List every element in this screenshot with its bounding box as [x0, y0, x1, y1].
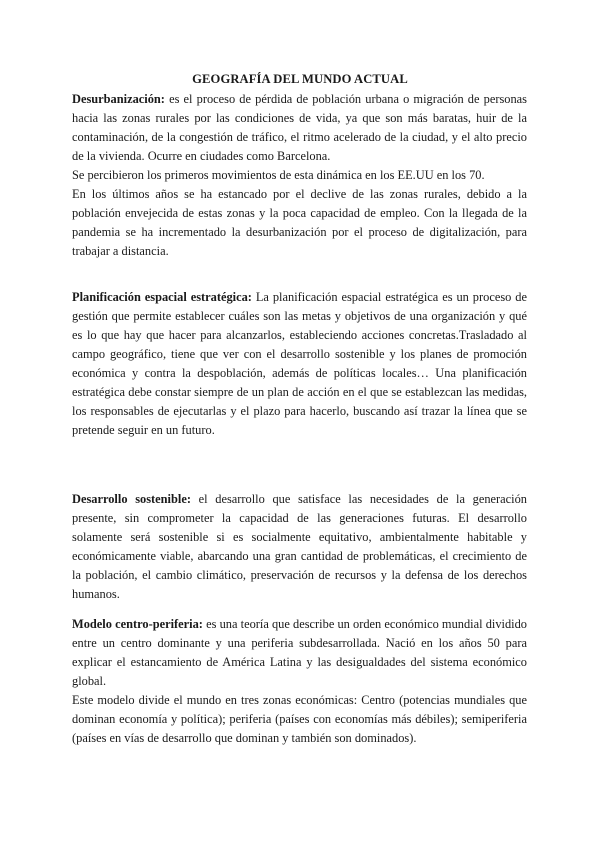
section-centro-periferia — [72, 615, 527, 748]
paragraph: Se percibieron los primeros movimientos de esta dinámica en los EE.UU en los 70. — [72, 168, 485, 182]
paragraph — [72, 490, 527, 604]
paragraph — [72, 615, 527, 691]
section-desarrollo-sostenible — [72, 490, 527, 604]
section-text: es el proceso de pérdida de población urbana o migración de personas hacia las zonas rurales por las condiciones de vida, ya que son más baratas, huir de la contaminación, de la congestión de tráfico, el ritmo acelerado de la ciudad, y el alto precio de la vivienda. Ocurre en ciudades como Barcelona. — [72, 92, 527, 163]
document-title: GEOGRAFÍA DEL MUNDO ACTUAL — [192, 72, 408, 86]
paragraph — [72, 288, 527, 440]
section-text: es una teoría que describe un orden económico mundial dividido entre un centro dominante y una periferia subdesarrollada. Nació en los años 50 para explicar el estancamiento de América Latina y las desigualdades del sistema económico global. — [72, 617, 527, 688]
section-term: Desurbanización: — [72, 92, 165, 106]
section-text: La planificación espacial estratégica es un proceso de gestión que permite establecer cuáles son las metas y objetivos de una organización y qué es lo que hay que hacer para alcanzarlos, estableciendo acciones concretas.Trasladado al campo geográfico, tiene que ver con el desarrollo sostenible y los planes de promoción económica y contra la despoblación, además de políticas locales… Una planificación estratégica debe constar siempre de un plan de acción en el que se establezcan las medidas, los responsables de ejecutarlas y el plazo para hacerlo, buscando así trazar la línea que se pretende seguir en un futuro. — [72, 290, 527, 437]
section-term: Desarrollo sostenible: — [72, 492, 191, 506]
paragraph: En los últimos años se ha estancado por el declive de las zonas rurales, debido a la población envejecida de estas zonas y la poca capacidad de empleo. Con la llegada de la pandemia se ha incrementado la desurbanización por el proceso de digitalización, para trabajar a distancia. — [72, 187, 527, 258]
paragraph — [72, 90, 527, 166]
section-desurbanizacion — [72, 90, 527, 261]
paragraph: Este modelo divide el mundo en tres zonas económicas: Centro (potencias mundiales que dominan economía y política); periferia (países con economías más débiles); semiperiferia (países en vías de desarrollo que dominan y también son dominados). — [72, 693, 527, 745]
section-term: Modelo centro-periferia: — [72, 617, 203, 631]
section-term: Planificación espacial estratégica: — [72, 290, 252, 304]
section-planificacion — [72, 288, 527, 440]
section-text: el desarrollo que satisface las necesidades de la generación presente, sin comprometer la capacidad de las generaciones futuras. El desarrollo solamente será sostenible si es socialmente equitativo, ambientalmente habitable y económicamente viable, abarcando una gran cantidad de problemáticas, el crecimiento de la población, el cambio climático, preservación de recursos y la defensa de los derechos humanos. — [72, 492, 527, 601]
